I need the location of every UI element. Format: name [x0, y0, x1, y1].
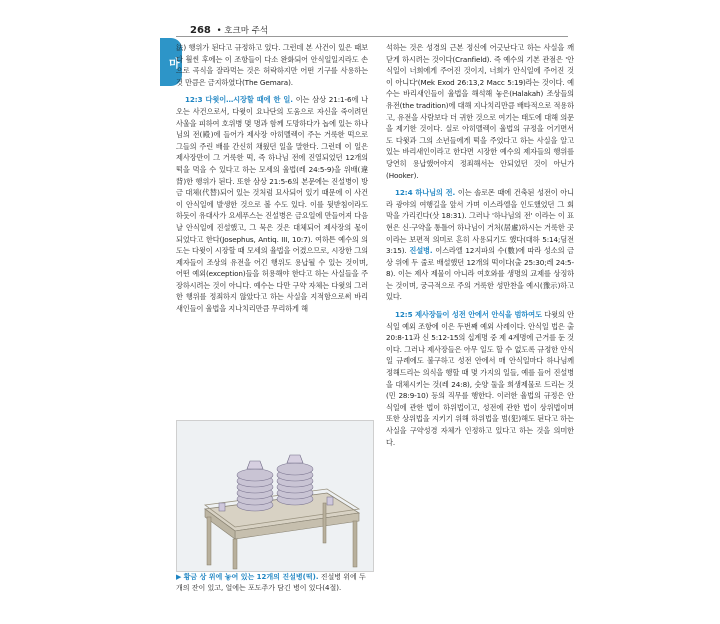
running-title: • 호크마 주석 — [216, 26, 269, 36]
lemma-heading: 12:4 하나님의 전. — [395, 188, 456, 198]
lemma-heading: 12:3 다윗이…시장할 때에 한 일. — [185, 95, 293, 105]
showbread-table-illustration — [177, 421, 373, 571]
figure-caption — [176, 572, 372, 593]
paragraph-text: 석하는 것은 성경의 근본 정신에 어긋난다고 하는 사실을 깨닫게 하시려는 것이다(Cranfield). 즉 예수의 기본 관점은 '안식일이 너희에게 주어진 것이지, 너희가 안식일에 주어진 것이 아니다'(Mek Exod 26:13,2 Macc 5:19)라는 것이다. 예수는 바리새인들이 율법을 해석해 놓은(Halakah) 조상들의 유전(the tradition)에 대해 지나치리만큼 배타적으로 적용하고, 유전을 사람보다 더 귀한 것으로 여기는 태도에 대해 의문을 제기한 것이다. 실로 아히멜렉이 율법의 규정을 어기면서도 다윗과 그의 소년들에게 떡을 주었다고 하는 사실을 알고 있는 바리새인이라고 한다면 시장한 예수의 제자들의 행위를 당연히 용납했어야지 정죄해서는 안되었던 것이 아닌가(Hooker). — [386, 43, 574, 180]
paragraph-text: 이는 솔로몬 때에 건축된 성전이 아니라 광야의 여행길을 앞서 가며 이스라엘을 인도했었던 그 회막을 가리킨다(삿 18:31). 그러나 '하나님의 전' 이라는 이 표현은 신·구약을 통틀어 하나님이 거처(居處)하시는 거룩한 곳이라는 보편적 의미로 흔히 사용되기도 했다(대하 5:14;딤전 3:15). — [386, 188, 574, 256]
caption-title: 황금 상 위에 놓여 있는 12개의 진설병(떡). — [183, 573, 319, 581]
page-header — [190, 24, 268, 36]
paragraph-text: 法) 행위가 된다고 규정하고 있다. 그런데 본 사건이 있은 때보다 훨씬 후에는 이 조항들이 다소 완화되어 안식일일지라도 손으로 곡식을 잘라먹는 것은 허락하지만 어떤 기구를 사용하는 것 만큼은 금지하였다(The Gemara). — [176, 43, 368, 87]
paragraph-text: 이스라엘 12지파의 수(數)에 따라 성소의 금상 위에 두 줄로 배설했던 12개의 떡이다(출 25:30;레 24:5-8). 이는 제사 제물이 아니라 여호와를 생명의 교제를 상징하는 것이며, 궁극적으로 주의 거룩한 성만찬을 예시(豫示)하고 있다. — [386, 246, 574, 302]
paragraph — [386, 309, 574, 448]
right-column — [386, 42, 574, 602]
section-tab-letter: 마 — [169, 57, 180, 70]
caption-text: 진설병 위에 두 개의 잔이 있고, 얼에는 포도주가 담긴 병이 있다(4절). — [176, 573, 366, 592]
left-column — [176, 42, 368, 414]
header-rule — [176, 36, 568, 37]
paragraph — [176, 94, 368, 314]
paragraph-text: 이는 삼상 21:1-6에 나오는 사건으로서, 다윗이 요나단의 도움으로 자신을 죽이려던 사울을 피하여 호위병 몇 명과 함께 도망하다가 놉에 있는 하나님의 전(殿)에 들어가 제사장 아히멜렉이 주는 거룩한 떡으로 그들의 주린 배를 간신히 채웠던 일을 말한다. 그런데 이 일은 제사장만이 그 거룩한 떡, 즉 하나님 전에 진열되었던 12개의 떡을 먹을 수 있다고 하는 모세의 율법(레 24:5-9)을 위배(違背)한 행위가 된다. 또한 삼상 21:5-6의 본문에는 진설병이 방금 대체(代替)되어 있는 것처럼 묘사되어 있기 때문에 이 사건이 안식일에 발생한 것으로 볼 수도 있다. 이를 뒷받침이라도 하듯이 유대사가 요세푸스는 진설병은 금요일에 만들어져 다음날 안식일에 진설했고, 그 묵은 것은 대체되어 제사장의 몫이 되었다고 한다(Josephus, Antiq. III, 10:7). 여하튼 예수의 의도는 다윗이 시장할 때 모세의 율법을 어겼으므로, 시장한 그의 제자들이 조상의 유전을 어긴 행위도 용납될 수 있는 것이며, 어떤 예외(exception)들을 허용해야 한다고 하는 사실들을 주장하시려는 것이 아니다. 예수는 다만 구약 자체는 다윗의 그러한 행위를 정죄하지 않았다고 하는 사실을 지적함으로써 바리새인들이 율법을 지나치리만큼 무리하게 해 — [176, 95, 368, 314]
paragraph — [176, 42, 368, 88]
illustration-showbread-table — [176, 420, 374, 572]
lemma-heading: 12:5 제사장들이 성전 안에서 안식을 범하여도 — [395, 310, 542, 320]
lemma-heading: 진설병. — [409, 246, 433, 256]
paragraph-text: 다윗의 안식일 예외 조항에 이은 두번째 예외 사례이다. 안식일 법은 출 20:8-11과 신 5:12-15의 십계명 중 제 4계명에 근거를 둔 것이다. 그러나 제사장들은 아무 일도 할 수 없도록 규정한 안식일 규례에도 불구하고 성전 안에서 매 안식일마다 하나님께 정해드리는 의식을 행할 때 몇 가지의 일들, 예를 들어 진설병을 대체시키는 것(레 24:8), 숫양 둘을 희생제물로 드리는 것(민 28:9-10) 등의 직무를 행한다. 이러한 율법의 규정은 안식일에 관한 법이 하위법이고, 성전에 관한 법이 상위법이며 또한 상위법을 지키기 위해 하위법을 범(犯)해도 된다고 하는 사실을 구약성경 자체가 인정하고 있다고 하는 것을 의미한다. — [386, 310, 574, 447]
paragraph — [386, 42, 574, 181]
page-number: 268 — [190, 25, 211, 36]
caption-arrow-icon: ▶ — [176, 573, 182, 581]
paragraph — [386, 187, 574, 303]
